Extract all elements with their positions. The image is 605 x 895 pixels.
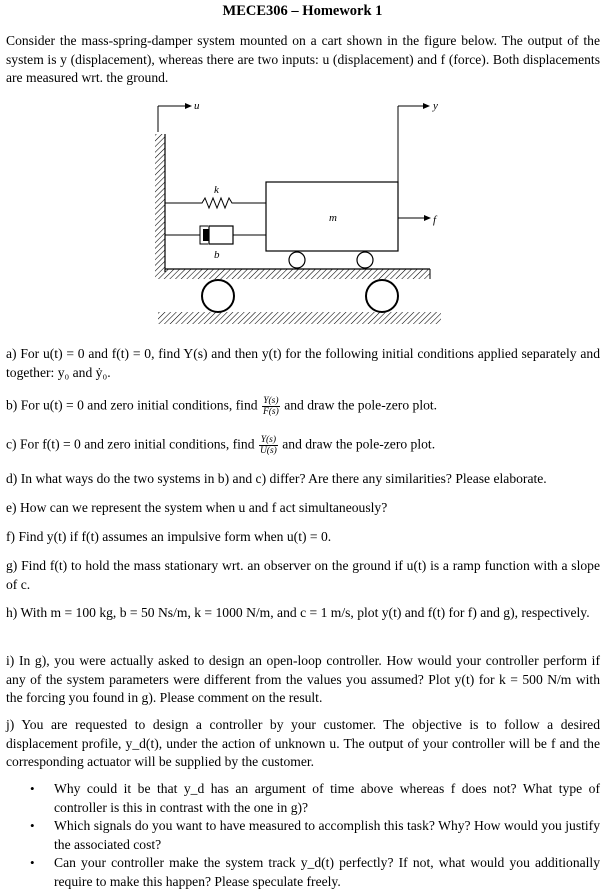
bullet-symbol: • bbox=[30, 855, 35, 870]
question-c-suffix: and draw the pole-zero plot. bbox=[282, 436, 436, 452]
question-d: d) In what ways do the two systems in b) and c) differ? Are there any similarities? Please elaborate. bbox=[6, 471, 547, 486]
y-label: y bbox=[433, 100, 438, 112]
question-b-denominator: F(s) bbox=[262, 407, 279, 417]
question-b-numerator: Y(s) bbox=[263, 396, 279, 406]
bullet-symbol: • bbox=[30, 781, 35, 796]
question-a: a) For u(t) = 0 and f(t) = 0, find Y(s) and then y(t) for the following initial conditions applied separately and together: y₀ and ẏ₀. bbox=[6, 346, 600, 380]
question-c bbox=[6, 435, 600, 456]
m-label: m bbox=[329, 212, 337, 224]
u-arrow bbox=[158, 100, 200, 132]
bullet-item bbox=[6, 817, 600, 854]
mass-spring-damper-figure bbox=[0, 92, 605, 332]
question-b-fraction bbox=[262, 396, 280, 417]
question-c-numerator: Y(s) bbox=[260, 435, 277, 445]
cart-wall bbox=[155, 134, 165, 279]
question-b-prefix: b) For u(t) = 0 and zero initial conditions, find bbox=[6, 397, 258, 413]
question-e: e) How can we represent the system when u and f act simultaneously? bbox=[6, 500, 388, 515]
question-c-denominator: U(s) bbox=[259, 446, 277, 456]
bullet-symbol: • bbox=[30, 818, 35, 833]
question-f: f) Find y(t) if f(t) assumes an impulsive form when u(t) = 0. bbox=[6, 529, 332, 544]
question-c-prefix: c) For f(t) = 0 and zero initial conditions, find bbox=[6, 436, 255, 452]
bullet-text: Can your controller make the system track y_d(t) perfectly? If not, what would you additionally require to make this happen? Please speculate freely. bbox=[54, 855, 600, 889]
b-label: b bbox=[214, 249, 220, 261]
k-label: k bbox=[214, 184, 219, 196]
bullet-text: Why could it be that y_d has an argument of time above whereas f does not? What type of controller is this in contrast with the one in g)? bbox=[54, 781, 600, 815]
question-b bbox=[6, 396, 600, 417]
question-j: j) You are requested to design a controller by your customer. The objective is to follow a desired displacement profile, y_d(t), under the action of unknown u. The output of your controller will be f and the corresponding actuator will be supplied by the customer. bbox=[6, 717, 600, 769]
question-j-bullets bbox=[6, 780, 600, 891]
spring bbox=[165, 184, 266, 208]
cart-wheels bbox=[202, 280, 398, 312]
question-c-fraction bbox=[259, 435, 278, 456]
u-label: u bbox=[194, 100, 200, 112]
question-b-suffix: and draw the pole-zero plot. bbox=[284, 397, 438, 413]
damper bbox=[165, 226, 266, 261]
f-label: f bbox=[433, 214, 437, 226]
cart-platform bbox=[165, 269, 430, 279]
intro-paragraph: Consider the mass-spring-damper system mounted on a cart shown in the figure below. The output of the system is y (displacement), whereas there are two inputs: u (displacement) and f (force). Both displacements are measured wrt. the ground. bbox=[6, 33, 600, 85]
force-arrow bbox=[398, 214, 438, 226]
page-title: MECE306 – Homework 1 bbox=[222, 3, 383, 19]
question-i: i) In g), you were actually asked to design an open-loop controller. How would your controller perform if any of the system parameters were different from the values you assumed? Plot y(t) for k = 500 N/m with the forcing you found in g). Please comment on the result. bbox=[6, 653, 600, 705]
bullet-item bbox=[6, 780, 600, 817]
bullet-item bbox=[6, 854, 600, 891]
y-arrow bbox=[398, 100, 438, 182]
question-g: g) Find f(t) to hold the mass stationary wrt. an observer on the ground if u(t) is a ramp function with a slope of c. bbox=[6, 558, 600, 592]
mass-block bbox=[266, 182, 398, 268]
question-h: h) With m = 100 kg, b = 50 Ns/m, k = 1000 N/m, and c = 1 m/s, plot y(t) and f(t) for f) and g), respectively. bbox=[6, 605, 590, 620]
bullet-text: Which signals do you want to have measured to accomplish this task? Why? How would you justify the associated cost? bbox=[54, 818, 600, 852]
ground bbox=[158, 312, 441, 324]
